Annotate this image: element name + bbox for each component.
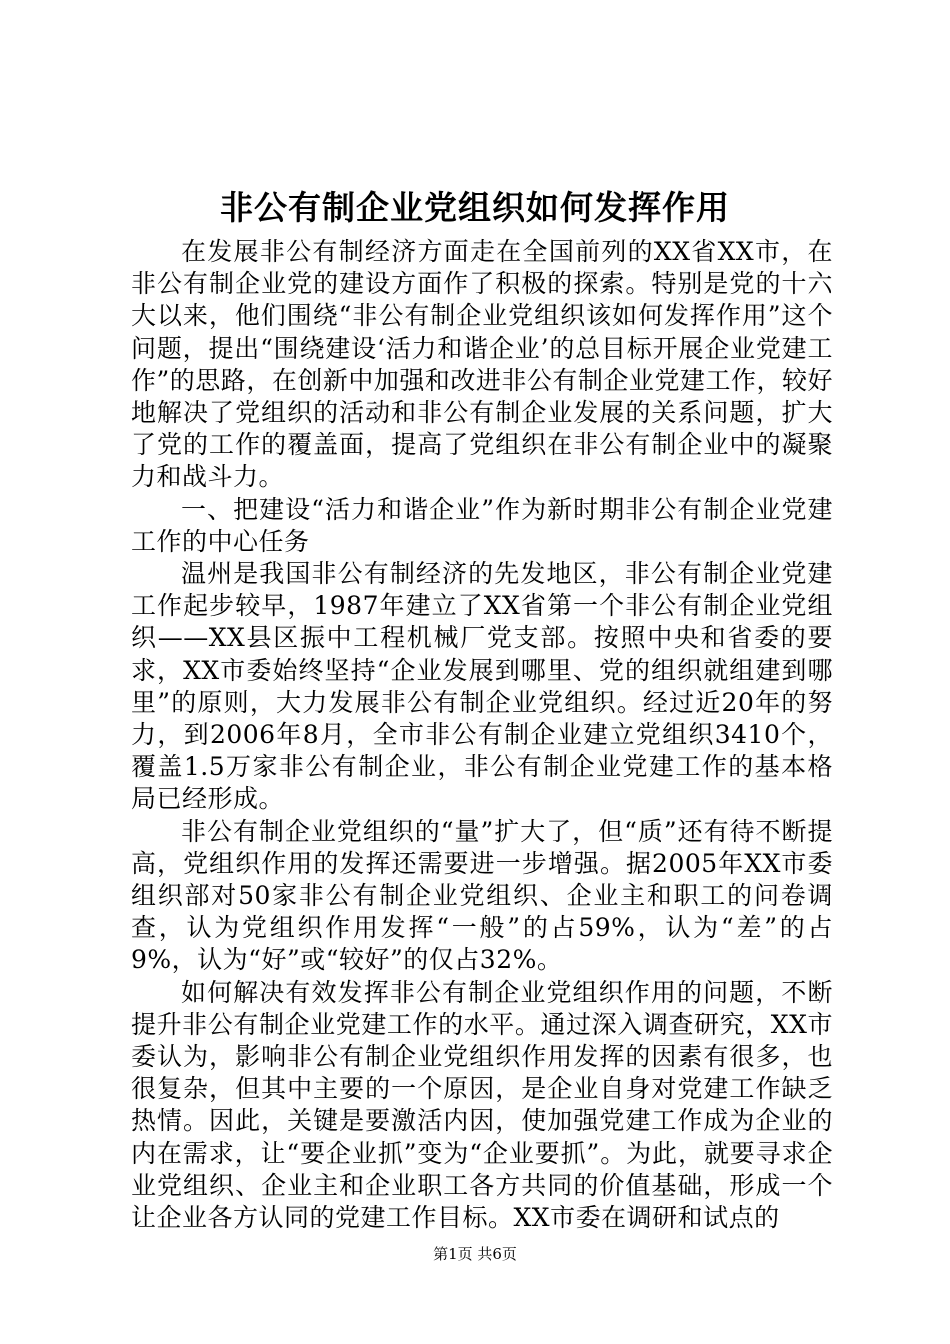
paragraph-intro: 在发展非公有制经济方面走在全国前列的XX省XX市，在非公有制企业党的建设方面作了积极的探索。特别是党的十六大以来，他们围绕“非公有制企业党组织该如何发挥作用”这个问题，提出“围绕建设‘活力和谐企业’的总目标开展企业党建工作”的思路，在创新中加强和改进非公有制企业党建工作，较好地解决了党组织的活动和非公有制企业发展的关系问题，扩大了党的工作的覆盖面，提高了党组织在非公有制企业中的凝聚力和战斗力。 xyxy=(131,237,833,492)
paragraph-survey: 非公有制企业党组织的“量”扩大了，但“质”还有待不断提高，党组织作用的发挥还需要进一步增强。据2005年XX市委组织部对50家非公有制企业党组织、企业主和职工的问卷调查，认为党组织作用发挥“一般”的占59%，认为“差”的占9%，认为“好”或“较好”的仅占32%。 xyxy=(131,816,833,975)
page-number-footer: 第1页 共6页 xyxy=(433,1245,517,1263)
paragraph-solution: 如何解决有效发挥非公有制企业党组织作用的问题，不断提升非公有制企业党建工作的水平。通过深入调查研究，XX市委认为，影响非公有制企业党组织作用发挥的因素有很多，也很复杂，但其中主要的一个原因，是企业自身对党建工作缺乏热情。因此，关键是要激活内因，使加强党建工作成为企业的内在需求，让“要企业抓”变为“企业要抓”。为此，就要寻求企业党组织、企业主和企业职工各方共同的价值基础，形成一个让企业各方认同的党建工作目标。XX市委在调研和试点的 xyxy=(131,977,833,1233)
document-title: 非公有制企业党组织如何发挥作用 xyxy=(220,188,730,227)
paragraph-history: 温州是我国非公有制经济的先发地区，非公有制企业党建工作起步较早，1987年建立了XX省第一个非公有制企业党组织——XX县区振中工程机械厂党支部。按照中央和省委的要求，XX市委始终坚持“企业发展到哪里、党的组织就组建到哪里”的原则，大力发展非公有制企业党组织。经过近20年的努力，到2006年8月，全市非公有制企业建立党组织3410个，覆盖1.5万家非公有制企业，非公有制企业党建工作的基本格局已经形成。 xyxy=(131,559,833,814)
section-heading-1: 一、把建设“活力和谐企业”作为新时期非公有制企业党建工作的中心任务 xyxy=(131,494,833,556)
document-body xyxy=(131,236,833,1234)
